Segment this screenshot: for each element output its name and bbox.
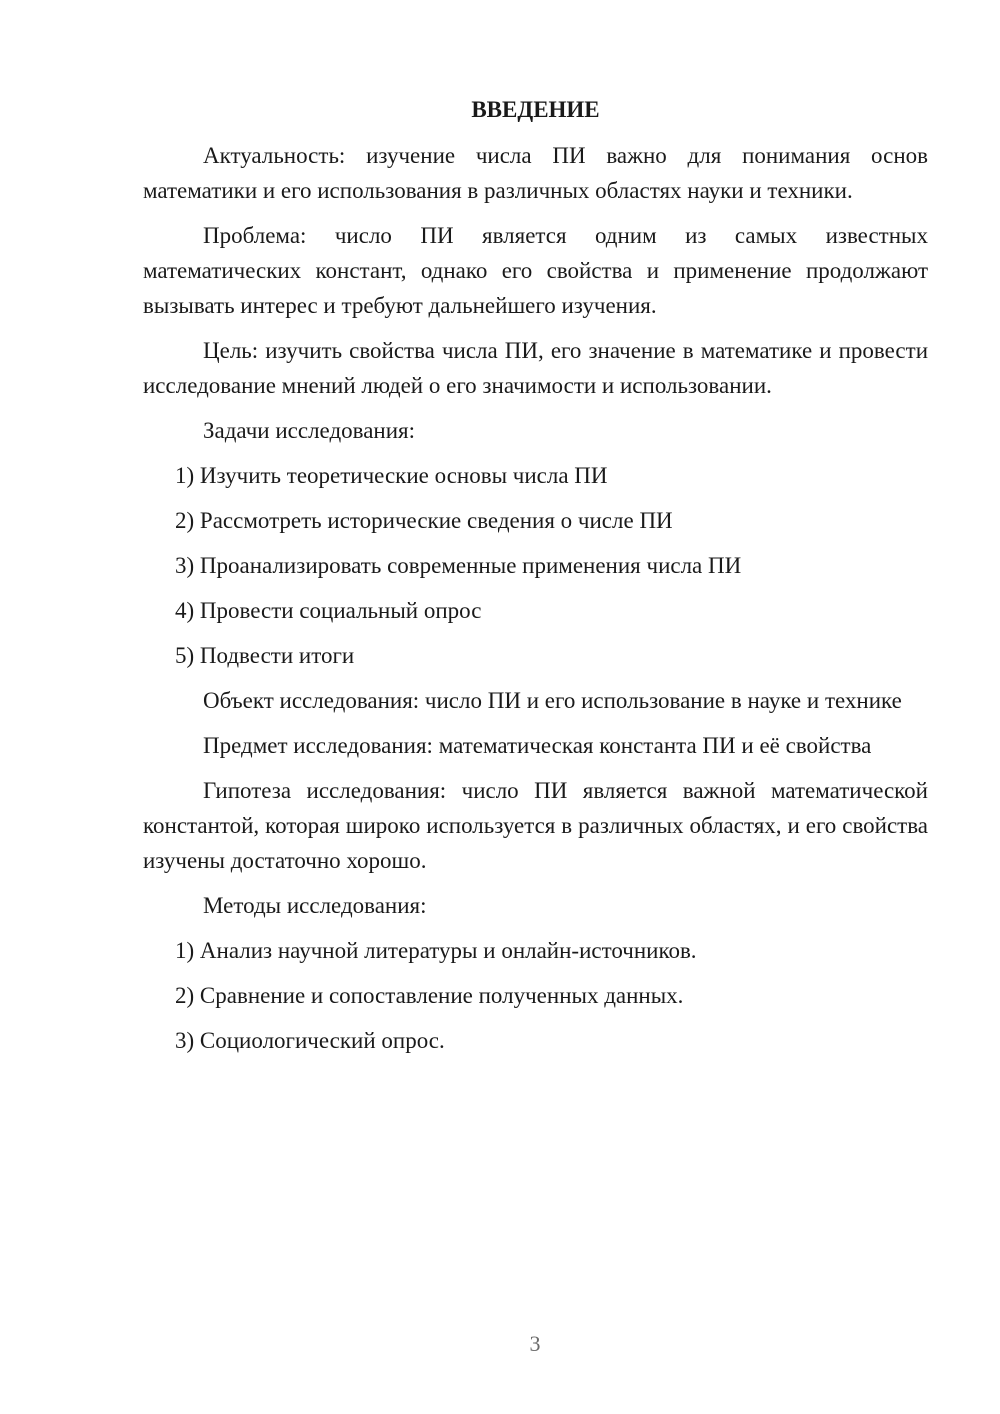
page-number: 3 — [529, 1331, 541, 1356]
method-item: 1) Анализ научной литературы и онлайн-источников. — [175, 938, 697, 963]
task-item: 2) Рассмотреть исторические сведения о числе ПИ — [175, 508, 673, 533]
goal-paragraph: Цель: изучить свойства числа ПИ, его значение в математике и провести исследование мнений людей о его значимости и использовании. — [143, 338, 928, 398]
method-item: 2) Сравнение и сопоставление полученных данных. — [175, 983, 684, 1008]
method-item: 3) Социологический опрос. — [175, 1028, 445, 1053]
subject-paragraph: Предмет исследования: математическая константа ПИ и её свойства — [203, 733, 872, 758]
hypothesis-paragraph: Гипотеза исследования: число ПИ является важной математической константой, которая широко используется в различных областях, и его свойства изучены достаточно хорошо. — [143, 778, 928, 873]
problem-paragraph: Проблема: число ПИ является одним из самых известных математических констант, однако его свойства и применение продолжают вызывать интерес и требуют дальнейшего изучения. — [143, 223, 928, 318]
relevance-paragraph: Актуальность: изучение числа ПИ важно для понимания основ математики и его использования в различных областях науки и техники. — [143, 143, 928, 203]
object-paragraph: Объект исследования: число ПИ и его использование в науке и технике — [203, 688, 902, 713]
page-title: ВВЕДЕНИЕ — [471, 97, 600, 122]
task-item: 4) Провести социальный опрос — [175, 598, 482, 623]
tasks-heading: Задачи исследования: — [203, 418, 416, 443]
methods-heading: Методы исследования: — [203, 893, 427, 918]
task-item: 1) Изучить теоретические основы числа ПИ — [175, 463, 608, 488]
task-item: 3) Проанализировать современные применения числа ПИ — [175, 553, 742, 578]
document-body — [143, 92, 928, 1068]
task-item: 5) Подвести итоги — [175, 643, 355, 668]
